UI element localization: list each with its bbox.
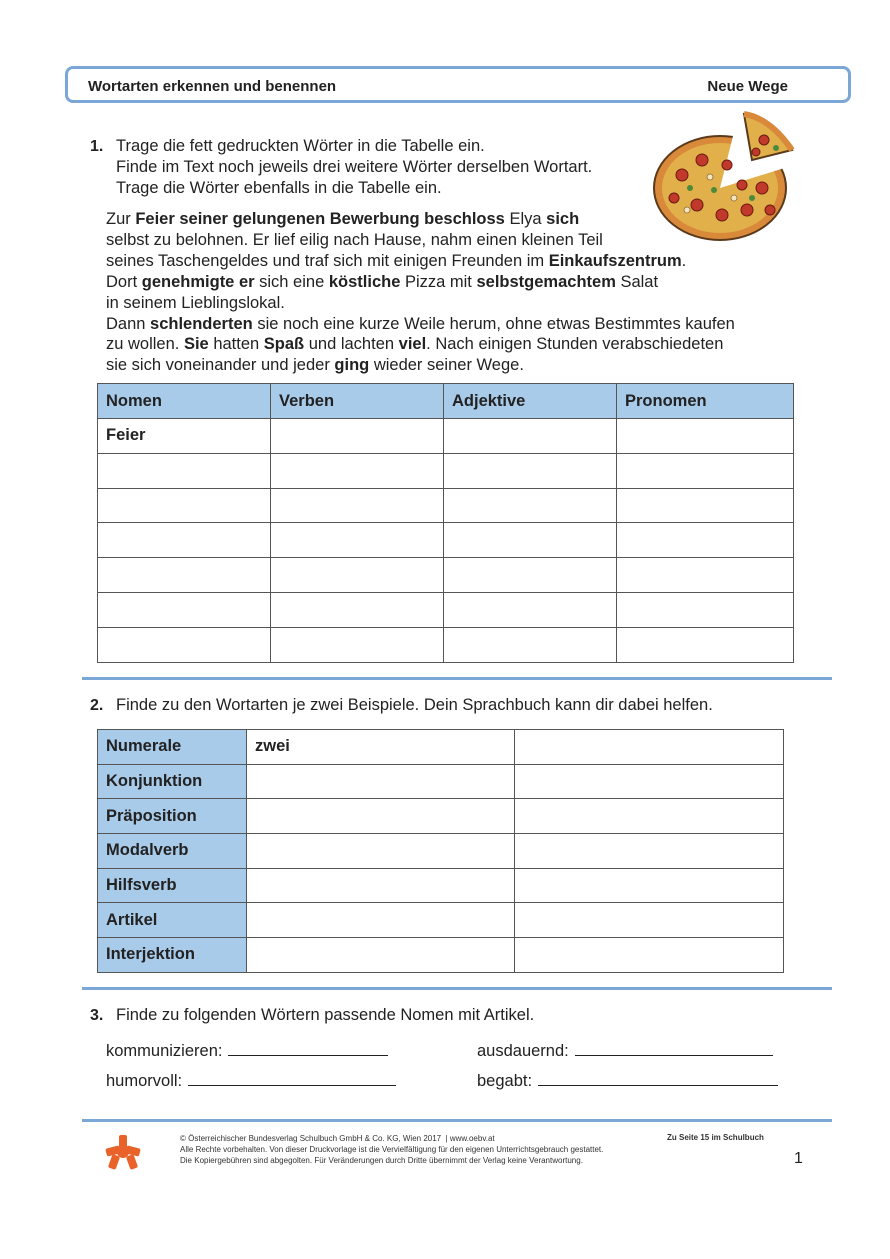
- bold-word: Feier seiner gelungenen Bewerbung beschloss: [135, 210, 505, 228]
- story-text-segment: sich eine: [254, 272, 329, 291]
- story-line: [106, 209, 579, 230]
- table-row: [98, 868, 784, 903]
- story-text-segment: Dann: [106, 314, 151, 333]
- word-class-label: Numerale: [98, 730, 247, 765]
- answer-cell[interactable]: [98, 558, 271, 593]
- copyright-notice: © Österreichischer Bundesverlag Schulbuch GmbH & Co. KG, Wien 2017 | www.oebv.at Alle Rechte vorbehalten. Von dieser Druckvorlage ist die Vervielfältigung für den eigenen Unterrichtsgebrauch gestattet. Die Kopiergebühren sind abgegolten. Für Veränderungen durch Dritte übernimmt der Verlag keine Verantwortung.: [180, 1134, 604, 1165]
- footer-divider: [82, 1119, 832, 1122]
- section-divider: [82, 987, 832, 990]
- story-text-segment: selbst zu belohnen. Er lief eilig nach Hause, nahm einen kleinen Teil: [106, 230, 603, 249]
- answer-cell[interactable]: [617, 627, 794, 662]
- word-class-label: Hilfsverb: [98, 868, 247, 903]
- word-class-table: [97, 383, 794, 663]
- answer-cell[interactable]: [444, 453, 617, 488]
- answer-cell[interactable]: [444, 419, 617, 454]
- story-text-segment: in seinem Lieblingslokal.: [106, 293, 285, 312]
- story-text-segment: zu wollen.: [106, 335, 184, 354]
- story-text-segment: hatten: [208, 335, 264, 354]
- story-text-segment: .: [681, 251, 687, 270]
- answer-cell[interactable]: [98, 592, 271, 627]
- word-class-label: Modalverb: [98, 834, 247, 869]
- bold-word: schlenderten: [150, 314, 253, 333]
- word-class-label: Artikel: [98, 903, 247, 938]
- bold-word: Spaß: [263, 335, 305, 354]
- bold-word: Sie: [183, 335, 209, 354]
- series-name: Neue Wege: [707, 78, 788, 95]
- example-cell[interactable]: [247, 799, 515, 834]
- table-row: [98, 592, 794, 627]
- word-class-label: Präposition: [98, 799, 247, 834]
- task-3-number: 3.: [90, 1007, 104, 1024]
- story-line: [106, 355, 524, 376]
- answer-cell[interactable]: [444, 523, 617, 558]
- answer-cell[interactable]: [444, 627, 617, 662]
- example-cell[interactable]: [515, 764, 784, 799]
- answer-line-kommunizieren[interactable]: kommunizieren:: [106, 1041, 388, 1061]
- task-3-instruction: Finde zu folgenden Wörtern passende Nomen mit Artikel.: [116, 1006, 535, 1024]
- example-cell[interactable]: [515, 903, 784, 938]
- page-number: 1: [794, 1150, 803, 1167]
- table-row: [98, 764, 784, 799]
- example-cell[interactable]: [247, 938, 515, 973]
- column-header: Pronomen: [617, 384, 794, 419]
- answer-cell[interactable]: [98, 627, 271, 662]
- task-1-number: 1.: [90, 138, 104, 155]
- answer-cell[interactable]: [617, 453, 794, 488]
- column-header: Adjektive: [444, 384, 617, 419]
- answer-cell[interactable]: [271, 592, 444, 627]
- example-cell[interactable]: [515, 834, 784, 869]
- example-cell[interactable]: [247, 903, 515, 938]
- table-row: [98, 488, 794, 523]
- column-header: Verben: [271, 384, 444, 419]
- task-1-instruction: Trage die fett gedruckten Wörter in die Tabelle ein.: [116, 137, 485, 155]
- bold-word: köstliche: [328, 272, 401, 291]
- column-header: Nomen: [98, 384, 271, 419]
- table-row: [98, 453, 794, 488]
- bold-word: Einkaufszentrum: [548, 251, 682, 270]
- story-line: [106, 314, 735, 335]
- example-cell[interactable]: [247, 868, 515, 903]
- section-divider: [82, 677, 832, 680]
- answer-cell[interactable]: [271, 558, 444, 593]
- table-row: [98, 730, 784, 765]
- worksheet-header: [65, 66, 851, 103]
- table-row: [98, 834, 784, 869]
- story-text-segment: Elya: [504, 210, 547, 228]
- example-cell[interactable]: [515, 938, 784, 973]
- bold-word: sich: [546, 210, 580, 228]
- story-line: [106, 334, 723, 355]
- bold-word: genehmigte er: [141, 272, 255, 291]
- textbook-reference: Zu Seite 15 im Schulbuch: [667, 1133, 764, 1142]
- table-row: [98, 523, 794, 558]
- answer-cell[interactable]: [271, 419, 444, 454]
- example-cell[interactable]: [515, 730, 784, 765]
- examples-table: [97, 729, 784, 973]
- table-row: [98, 903, 784, 938]
- story-text-segment: Pizza mit: [400, 272, 477, 291]
- table-row: [98, 799, 784, 834]
- story-text-segment: wieder seiner Wege.: [369, 356, 524, 375]
- answer-cell[interactable]: [271, 627, 444, 662]
- worksheet-title: Wortarten erkennen und benennen: [88, 78, 337, 95]
- answer-cell[interactable]: [444, 592, 617, 627]
- answer-line-begabt[interactable]: begabt:: [477, 1071, 778, 1091]
- answer-cell[interactable]: [617, 419, 794, 454]
- story-line: [106, 272, 658, 293]
- story-line: [106, 293, 285, 314]
- example-cell[interactable]: [515, 868, 784, 903]
- answer-cell[interactable]: [444, 488, 617, 523]
- story-text-segment: Zur: [106, 210, 136, 228]
- answer-cell[interactable]: [98, 523, 271, 558]
- story-line: [106, 251, 686, 272]
- story-text-segment: seines Taschengeldes und traf sich mit einigen Freunden im: [106, 251, 549, 270]
- story-text-segment: und lachten: [304, 335, 399, 354]
- answer-cell[interactable]: [617, 558, 794, 593]
- pizza-illustration: [652, 110, 802, 245]
- task-2-number: 2.: [90, 697, 104, 714]
- story-line: [106, 230, 603, 251]
- answer-cell[interactable]: [98, 453, 271, 488]
- task-1-instruction: Finde im Text noch jeweils drei weitere Wörter derselben Wortart.: [116, 158, 593, 176]
- answer-cell[interactable]: [444, 558, 617, 593]
- answer-cell[interactable]: [98, 488, 271, 523]
- answer-cell[interactable]: [617, 523, 794, 558]
- example-cell[interactable]: zwei: [247, 730, 515, 765]
- answer-cell[interactable]: Feier: [98, 419, 271, 454]
- story-text-segment: sie noch eine kurze Weile herum, ohne etwas Bestimmtes kaufen: [252, 314, 735, 333]
- bold-word: selbstgemachtem: [476, 272, 616, 291]
- table-row: [98, 558, 794, 593]
- answer-line-ausdauernd[interactable]: ausdauernd:: [477, 1041, 773, 1061]
- answer-cell[interactable]: [617, 592, 794, 627]
- answer-cell[interactable]: [617, 488, 794, 523]
- story-text-segment: . Nach einigen Stunden verabschiedeten: [426, 335, 724, 354]
- table-row: [98, 627, 794, 662]
- answer-line-humorvoll[interactable]: humorvoll:: [106, 1071, 396, 1091]
- example-cell[interactable]: [515, 799, 784, 834]
- story-text-segment: Salat: [615, 272, 659, 291]
- word-class-label: Konjunktion: [98, 764, 247, 799]
- example-cell[interactable]: [247, 764, 515, 799]
- publisher-logo-icon: [104, 1133, 142, 1171]
- story-text-segment: Dort: [106, 272, 142, 291]
- answer-cell[interactable]: [271, 488, 444, 523]
- answer-cell[interactable]: [271, 523, 444, 558]
- bold-word: ging: [334, 356, 370, 375]
- table-row: [98, 938, 784, 973]
- example-cell[interactable]: [247, 834, 515, 869]
- story-text-segment: sie sich voneinander und jeder: [106, 356, 335, 375]
- task-1-instruction: Trage die Wörter ebenfalls in die Tabelle ein.: [116, 179, 442, 197]
- word-class-label: Interjektion: [98, 938, 247, 973]
- task-2-instruction: Finde zu den Wortarten je zwei Beispiele. Dein Sprachbuch kann dir dabei helfen.: [116, 696, 713, 714]
- bold-word: viel: [398, 335, 427, 354]
- table-row: [98, 419, 794, 454]
- answer-cell[interactable]: [271, 453, 444, 488]
